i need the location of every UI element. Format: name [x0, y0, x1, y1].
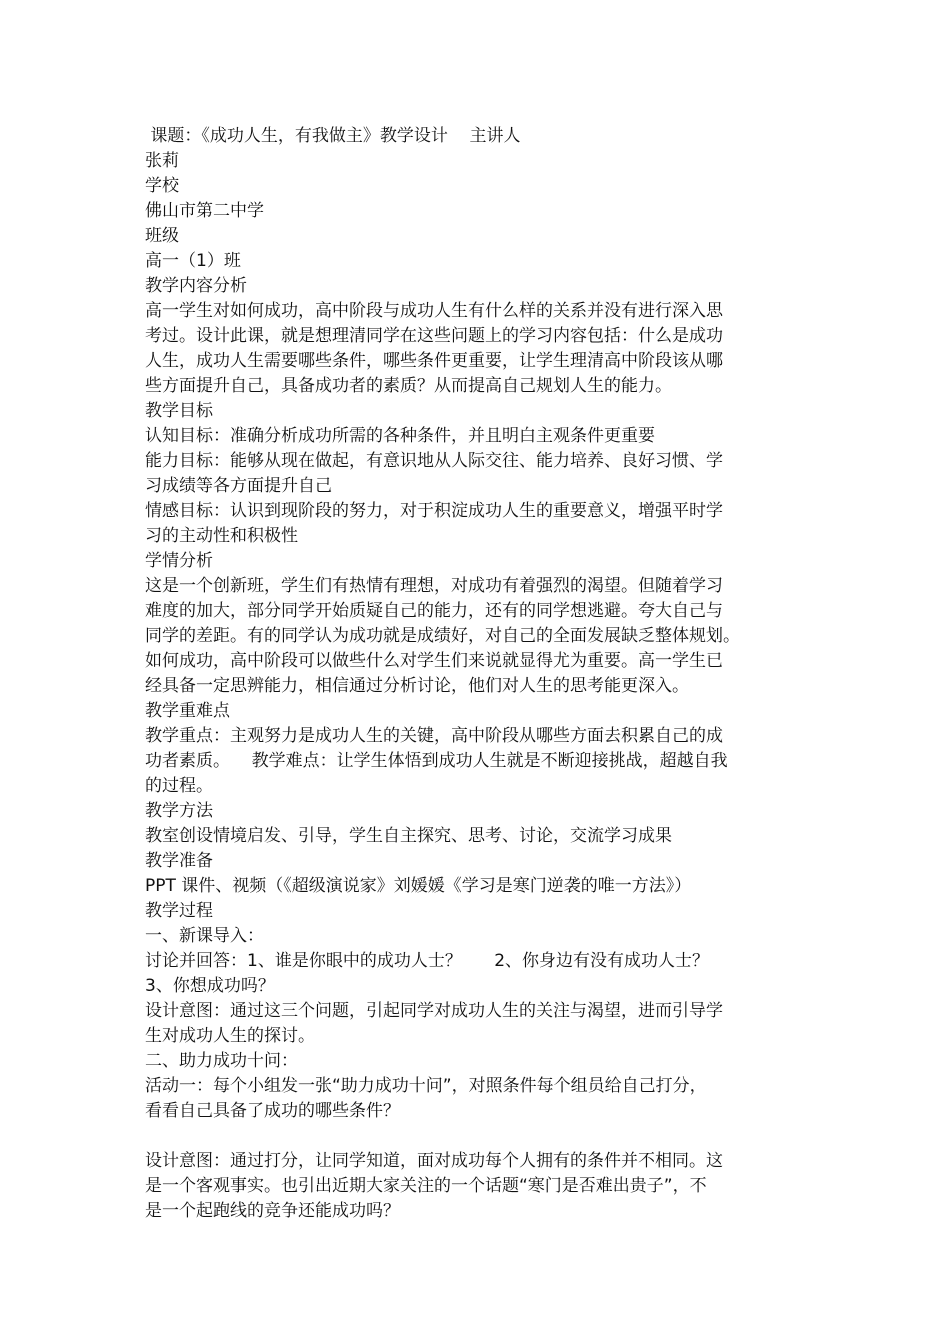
section-heading-preparation: 教学准备 [145, 851, 213, 871]
paragraph-line: 认知目标：准确分析成功所需的各种条件，并且明白主观条件更重要 [145, 426, 655, 446]
paragraph-line: 教学重点：主观努力是成功人生的关键，高中阶段从哪些方面去积累自己的成 [145, 726, 723, 746]
paragraph-line: 如何成功，高中阶段可以做些什么对学生们来说就显得尤为重要。高一学生已 [145, 651, 723, 671]
paragraph-line: 功者素质。 教学难点：让学生体悟到成功人生就是不断迎接挑战，超越自我 [145, 751, 728, 771]
paragraph-line: 3、你想成功吗？ [145, 976, 275, 996]
paragraph-line: PPT 课件、视频（《超级演说家》刘媛媛《学习是寒门逆袭的唯一方法》） [145, 876, 692, 896]
paragraph-line: 考过。设计此课，就是想理清同学在这些问题上的学习内容包括：什么是成功 [145, 326, 723, 346]
paragraph-line: 生对成功人生的探讨。 [145, 1026, 315, 1046]
paragraph-line: 这是一个创新班，学生们有热情有理想，对成功有着强烈的渴望。但随着学习 [145, 576, 723, 596]
section-heading-goals: 教学目标 [145, 401, 213, 421]
paragraph-line: 教室创设情境启发、引导，学生自主探究、思考、讨论，交流学习成果 [145, 826, 672, 846]
section-heading-student-analysis: 学情分析 [145, 551, 213, 571]
lecturer-name: 张莉 [145, 151, 179, 171]
paragraph-line: 习的主动性和积极性 [145, 526, 298, 546]
blank-line [145, 1124, 815, 1149]
course-title-line: 课题：《成功人生，有我做主》教学设计 主讲人 [145, 126, 521, 146]
paragraph-line: 看看自己具备了成功的哪些条件？ [145, 1101, 400, 1121]
school-label: 学校 [145, 176, 179, 196]
paragraph-line: 习成绩等各方面提升自己 [145, 476, 332, 496]
paragraph-line: 经具备一定思辨能力，相信通过分析讨论，他们对人生的思考能更深入。 [145, 676, 689, 696]
school-name: 佛山市第二中学 [145, 201, 264, 221]
paragraph-line: 是一个客观事实。也引出近期大家关注的一个话题“寒门是否难出贵子”，不 [145, 1176, 707, 1196]
section-heading-process: 教学过程 [145, 901, 213, 921]
paragraph-line: 人生，成功人生需要哪些条件，哪些条件更重要，让学生理清高中阶段该从哪 [145, 351, 723, 371]
section-heading-key-points: 教学重难点 [145, 701, 230, 721]
paragraph-line: 些方面提升自己，具备成功者的素质？从而提高自己规划人生的能力。 [145, 376, 672, 396]
paragraph-line: 情感目标：认识到现阶段的努力，对于积淀成功人生的重要意义，增强平时学 [145, 501, 723, 521]
subheading-ten-questions: 二、助力成功十问： [145, 1051, 298, 1071]
paragraph-line: 设计意图：通过打分，让同学知道，面对成功每个人拥有的条件并不相同。这 [145, 1151, 723, 1171]
section-heading-content-analysis: 教学内容分析 [145, 276, 247, 296]
class-name: 高一（1）班 [145, 251, 241, 271]
section-heading-methods: 教学方法 [145, 801, 213, 821]
paragraph-line: 的过程。 [145, 776, 213, 796]
paragraph-line: 设计意图：通过这三个问题，引起同学对成功人生的关注与渴望，进而引导学 [145, 1001, 723, 1021]
paragraph-line: 活动一：每个小组发一张“助力成功十问”，对照条件每个组员给自己打分， [145, 1076, 707, 1096]
document-body [145, 124, 815, 1224]
paragraph-line: 讨论并回答：1、谁是你眼中的成功人士？ 2、你身边有没有成功人士？ [145, 951, 710, 971]
subheading-intro: 一、新课导入： [145, 926, 264, 946]
paragraph-line: 是一个起跑线的竞争还能成功吗？ [145, 1201, 400, 1221]
paragraph-line: 高一学生对如何成功，高中阶段与成功人生有什么样的关系并没有进行深入思 [145, 301, 723, 321]
paragraph-line: 难度的加大，部分同学开始质疑自己的能力，还有的同学想逃避。夸大自己与 [145, 601, 723, 621]
class-label: 班级 [145, 226, 179, 246]
paragraph-line: 能力目标：能够从现在做起，有意识地从人际交往、能力培养、良好习惯、学 [145, 451, 723, 471]
paragraph-line: 同学的差距。有的同学认为成功就是成绩好，对自己的全面发展缺乏整体规划。 [145, 626, 740, 646]
